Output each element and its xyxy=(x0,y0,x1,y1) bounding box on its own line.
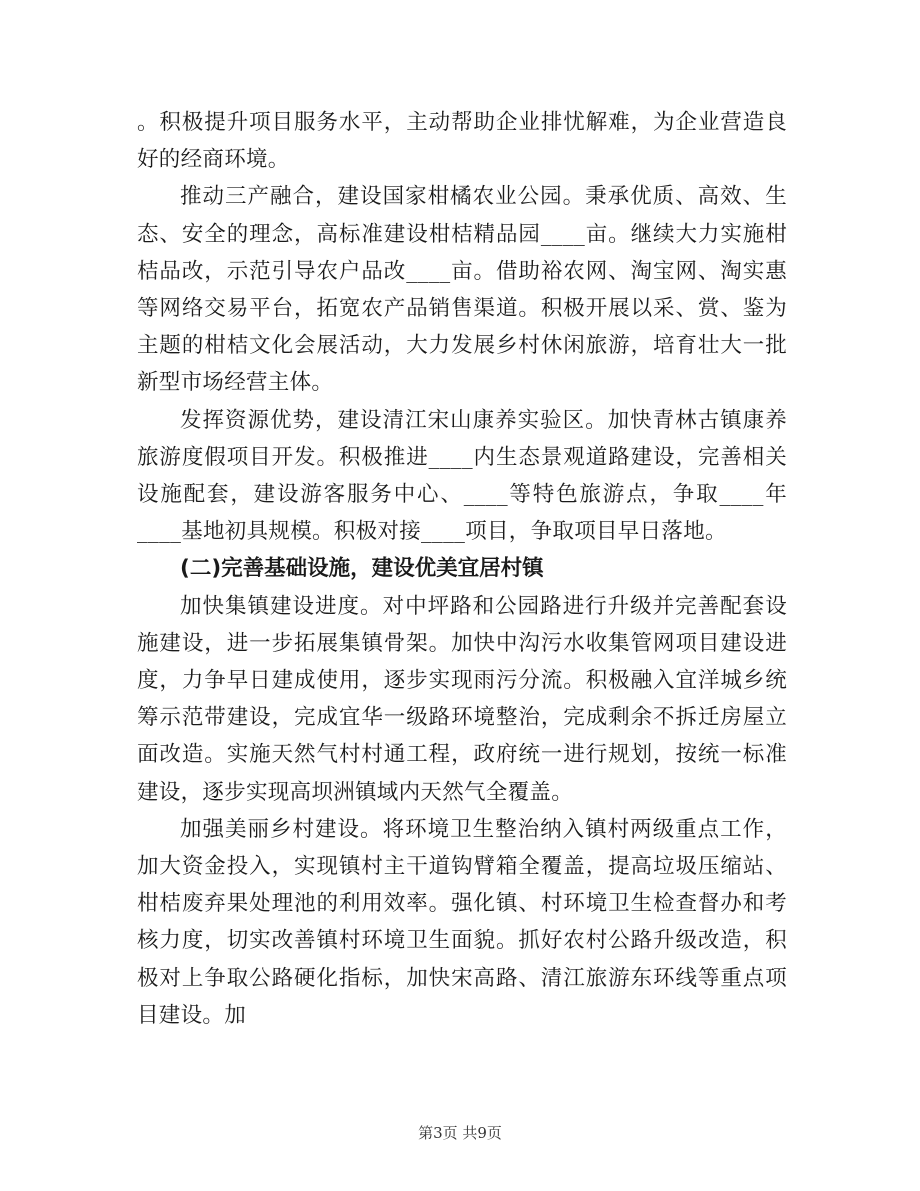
page-number: 第3页 共9页 xyxy=(418,1124,502,1142)
paragraph-wellness-zone: 发挥资源优势，建设清江宋山康养实验区。加快青林古镇康养旅游度假项目开发。积极推进____内生态景观道路建设，完善相关设施配套，建设游客服务中心、____等特色旅游点，争取____年____基地初具规模。积极对接____项目，争取项目早日落地。 xyxy=(137,407,787,545)
paragraph-town-construction: 加快集镇建设进度。对中坪路和公园路进行升级并完善配套设施建设，进一步拓展集镇骨架。加快中沟污水收集管网项目建设进度，力争早日建成使用，逐步实现雨污分流。积极融入宜洋城乡统筹示范带建设，完成宜华一级路环境整治，完成剩余不拆迁房屋立面改造。实施天然气村村通工程，政府统一进行规划，按统一标准建设，逐步实现高坝洲镇域内天然气全覆盖。 xyxy=(137,593,787,805)
section-heading: (二)完善基础设施，建设优美宜居村镇 xyxy=(180,556,544,582)
paragraph-beautiful-village: 加强美丽乡村建设。将环境卫生整治纳入镇村两级重点工作，加大资金投入，实现镇村主干道钩臂箱全覆盖，提高垃圾压缩站、柑桔废弃果处理池的利用效率。强化镇、村环境卫生检查督办和考核力度，切实改善镇村环境卫生面貌。抓好农村公路升级改造，积极对上争取公路硬化指标，加快宋高路、清江旅游东环线等重点项目建设。加 xyxy=(137,816,787,1028)
paragraph-continuation: 。积极提升项目服务水平，主动帮助企业排忧解难，为企业营造良好的经商环境。 xyxy=(137,110,787,173)
paragraph-citrus-park: 推动三产融合，建设国家柑橘农业公园。秉承优质、高效、生态、安全的理念，高标准建设柑桔精品园____亩。继续大力实施柑桔品改，示范引导农户品改____亩。借助裕农网、淘宝网、淘实惠等网络交易平台，拓宽农产品销售渠道。积极开展以采、赏、鉴为主题的柑桔文化会展活动，大力发展乡村休闲旅游，培育壮大一批新型市场经营主体。 xyxy=(137,184,787,396)
document-body xyxy=(137,104,787,1034)
